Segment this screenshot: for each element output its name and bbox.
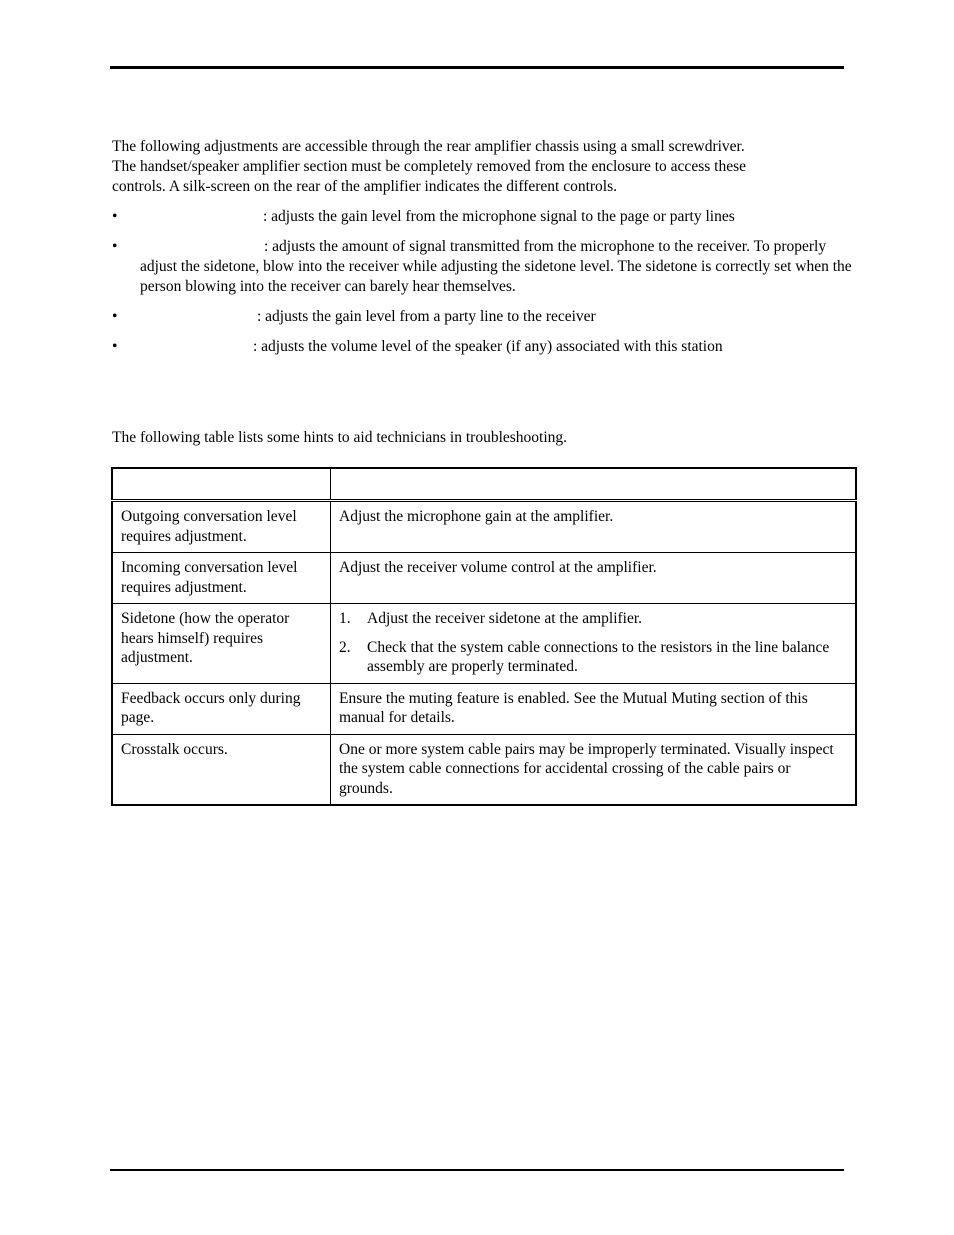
bullet-text: : adjusts the gain level from the microphone signal to the page or party lines <box>263 208 735 225</box>
bullet-icon: • <box>112 208 118 225</box>
solution-step <box>339 638 847 677</box>
bullet-icon: • <box>112 338 118 355</box>
header-rule <box>110 66 844 69</box>
solution-cell <box>331 604 857 684</box>
table-row <box>112 734 856 805</box>
problem-cell: Incoming conversation level requires adjustment. <box>112 553 331 604</box>
step-text: Adjust the receiver sidetone at the amplifier. <box>367 610 643 627</box>
problem-cell: Feedback occurs only during page. <box>112 683 331 734</box>
problem-cell: Sidetone (how the operator hears himself) requires adjustment. <box>112 604 331 684</box>
table-row <box>112 604 856 684</box>
solution-cell: Ensure the muting feature is enabled. See the Mutual Muting section of this manual for details. <box>331 683 857 734</box>
problem-cell: Outgoing conversation level requires adjustment. <box>112 501 331 553</box>
bullet-text: : adjusts the gain level from a party line to the receiver <box>257 308 596 325</box>
solution-cell: One or more system cable pairs may be improperly terminated. Visually inspect the system cable connections for accidental crossing of the cable pairs or grounds. <box>331 734 857 805</box>
step-text: Check that the system cable connections to the resistors in the line balance assembly are properly terminated. <box>367 638 830 675</box>
table-intro: The following table lists some hints to aid technicians in troubleshooting. <box>112 429 568 446</box>
intro-paragraph <box>112 137 852 197</box>
table-header-solution <box>331 468 857 501</box>
solution-steps-list <box>339 609 847 677</box>
table-row <box>112 553 856 604</box>
solution-cell: Adjust the microphone gain at the amplifier. <box>331 501 857 553</box>
bullet-icon: • <box>112 238 118 255</box>
solution-cell: Adjust the receiver volume control at the amplifier. <box>331 553 857 604</box>
problem-cell: Crosstalk occurs. <box>112 734 331 805</box>
step-number: 1. <box>339 610 351 627</box>
footer-rule <box>110 1169 844 1171</box>
intro-line-3: controls. A silk-screen on the rear of the amplifier indicates the different controls. <box>112 178 618 195</box>
table-header-problem <box>112 468 331 501</box>
bullet-text: : adjusts the volume level of the speaker (if any) associated with this station <box>253 338 723 355</box>
table-row <box>112 501 856 553</box>
solution-step <box>339 609 847 629</box>
bullet-icon: • <box>112 308 118 325</box>
intro-line-1: The following adjustments are accessible through the rear amplifier chassis using a small screwdriver. <box>112 138 745 155</box>
intro-line-2: The handset/speaker amplifier section must be completely removed from the enclosure to access these <box>112 158 746 175</box>
troubleshooting-table <box>111 467 857 806</box>
table-row <box>112 683 856 734</box>
step-number: 2. <box>339 638 351 656</box>
bullet-text: : adjusts the amount of signal transmitted from the microphone to the receiver. To properly adjust the sidetone, blow into the receiver while adjusting the sidetone level. The sidetone is correctly set when the person blowing into the receiver can barely hear themselves. <box>140 238 852 295</box>
table-header-row <box>112 468 856 501</box>
